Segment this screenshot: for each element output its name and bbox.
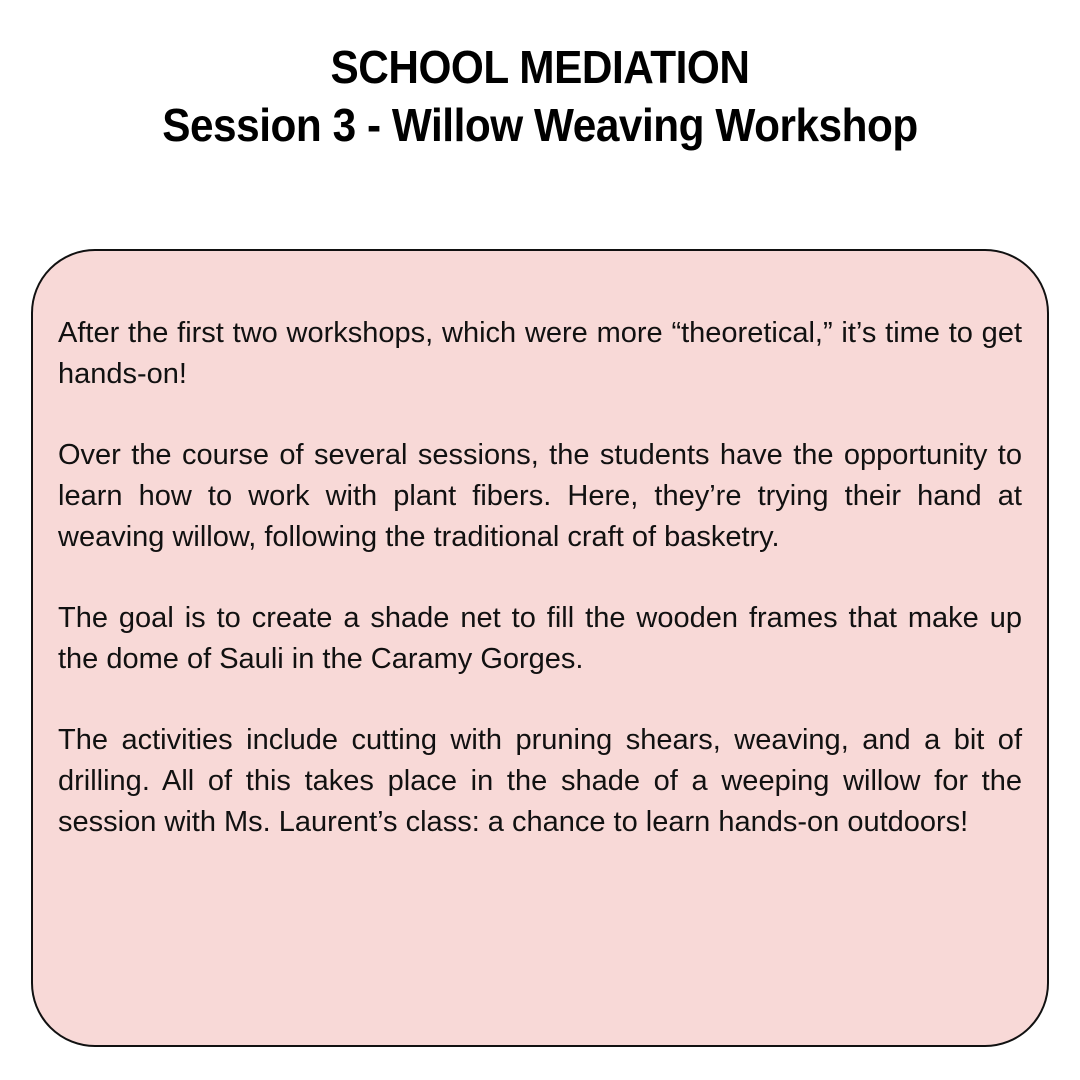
paragraph-goal: The goal is to create a shade net to fill the wooden frames that make up the dome of Sauli in the Caramy Gorges. [58, 602, 1022, 675]
content-card [31, 249, 1049, 1047]
page-header [0, 38, 1080, 154]
paragraph-sessions: Over the course of several sessions, the students have the opportunity to learn how to work with plant fibers. Here, they’re trying their hand at weaving willow, following the traditional craft of basketry. [58, 439, 1022, 553]
page-subtitle: Session 3 - Willow Weaving Workshop [162, 99, 918, 151]
paragraph-intro: After the first two workshops, which were more “theoretical,” it’s time to get hands-on! [58, 317, 1022, 390]
page-title: SCHOOL MEDIATION [330, 41, 750, 93]
paragraph-activities: The activities include cutting with pruning shears, weaving, and a bit of drilling. All of this takes place in the shade of a weeping willow for the session with Ms. Laurent’s class: a chance to learn hands-on outdoors! [58, 724, 1022, 838]
